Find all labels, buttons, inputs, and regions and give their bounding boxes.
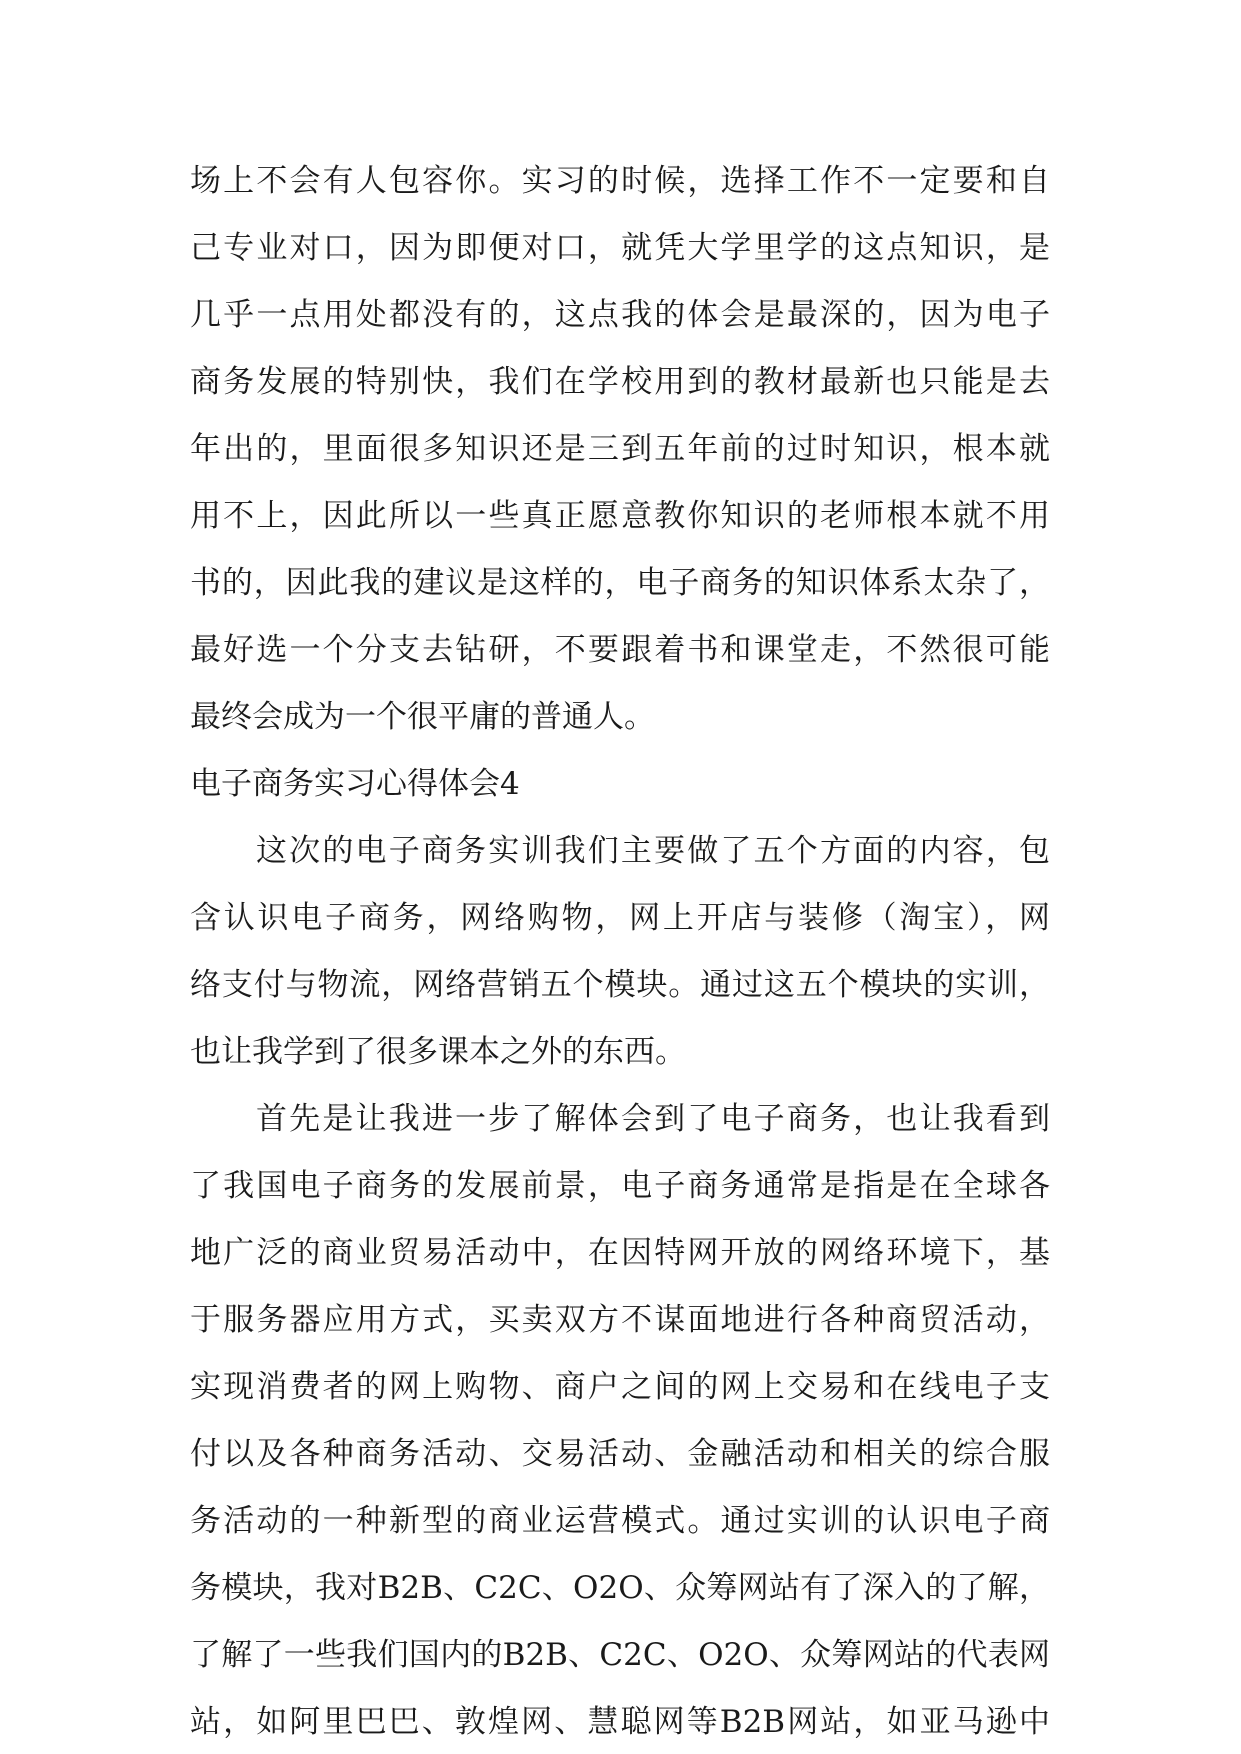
text-line: 用不上，因此所以一些真正愿意教你知识的老师根本就不用 bbox=[190, 498, 1050, 534]
text-line: 站，如阿里巴巴、敦煌网、慧聪网等B2B网站，如亚马逊中 bbox=[190, 1704, 1050, 1740]
section-heading: 电子商务实习心得体会4 bbox=[190, 766, 520, 802]
text-line: 场上不会有人包容你。实习的时候，选择工作不一定要和自 bbox=[190, 163, 1050, 199]
text-line: 了我国电子商务的发展前景，电子商务通常是指是在全球各 bbox=[190, 1168, 1050, 1204]
text-line: 商务发展的特别快，我们在学校用到的教材最新也只能是去 bbox=[190, 364, 1050, 400]
text-line: 含认识电子商务，网络购物，网上开店与装修（淘宝），网 bbox=[190, 900, 1050, 936]
paragraph-intro bbox=[190, 818, 1050, 1086]
text-line: 地广泛的商业贸易活动中，在因特网开放的网络环境下，基 bbox=[190, 1235, 1050, 1271]
text-line: 书的，因此我的建议是这样的，电子商务的知识体系太杂了， bbox=[190, 565, 1050, 601]
text-line: 也让我学到了很多课本之外的东西。 bbox=[190, 1034, 686, 1070]
text-line: 实现消费者的网上购物、商户之间的网上交易和在线电子支 bbox=[190, 1369, 1050, 1405]
text-line: 于服务器应用方式，买卖双方不谋面地进行各种商贸活动， bbox=[190, 1302, 1050, 1338]
text-line: 络支付与物流，网络营销五个模块。通过这五个模块的实训， bbox=[190, 967, 1050, 1003]
text-line: 这次的电子商务实训我们主要做了五个方面的内容，包 bbox=[256, 833, 1050, 869]
paragraph-ecommerce bbox=[190, 1086, 1050, 1754]
text-line: 最终会成为一个很平庸的普通人。 bbox=[190, 699, 655, 735]
text-line: 己专业对口，因为即便对口，就凭大学里学的这点知识，是 bbox=[190, 230, 1050, 266]
text-line: 年出的，里面很多知识还是三到五年前的过时知识，根本就 bbox=[190, 431, 1050, 467]
text-line: 付以及各种商务活动、交易活动、金融活动和相关的综合服 bbox=[190, 1436, 1050, 1472]
text-line: 务模块，我对B2B、C2C、O2O、众筹网站有了深入的了解， bbox=[190, 1570, 1050, 1606]
text-line: 务活动的一种新型的商业运营模式。通过实训的认识电子商 bbox=[190, 1503, 1050, 1539]
text-line: 几乎一点用处都没有的，这点我的体会是最深的，因为电子 bbox=[190, 297, 1050, 333]
continuation-paragraph bbox=[190, 148, 1050, 751]
text-line: 了解了一些我们国内的B2B、C2C、O2O、众筹网站的代表网 bbox=[190, 1637, 1050, 1673]
text-line: 首先是让我进一步了解体会到了电子商务，也让我看到 bbox=[256, 1101, 1050, 1137]
text-line: 最好选一个分支去钻研，不要跟着书和课堂走，不然很可能 bbox=[190, 632, 1050, 668]
document-body bbox=[190, 148, 1050, 1754]
